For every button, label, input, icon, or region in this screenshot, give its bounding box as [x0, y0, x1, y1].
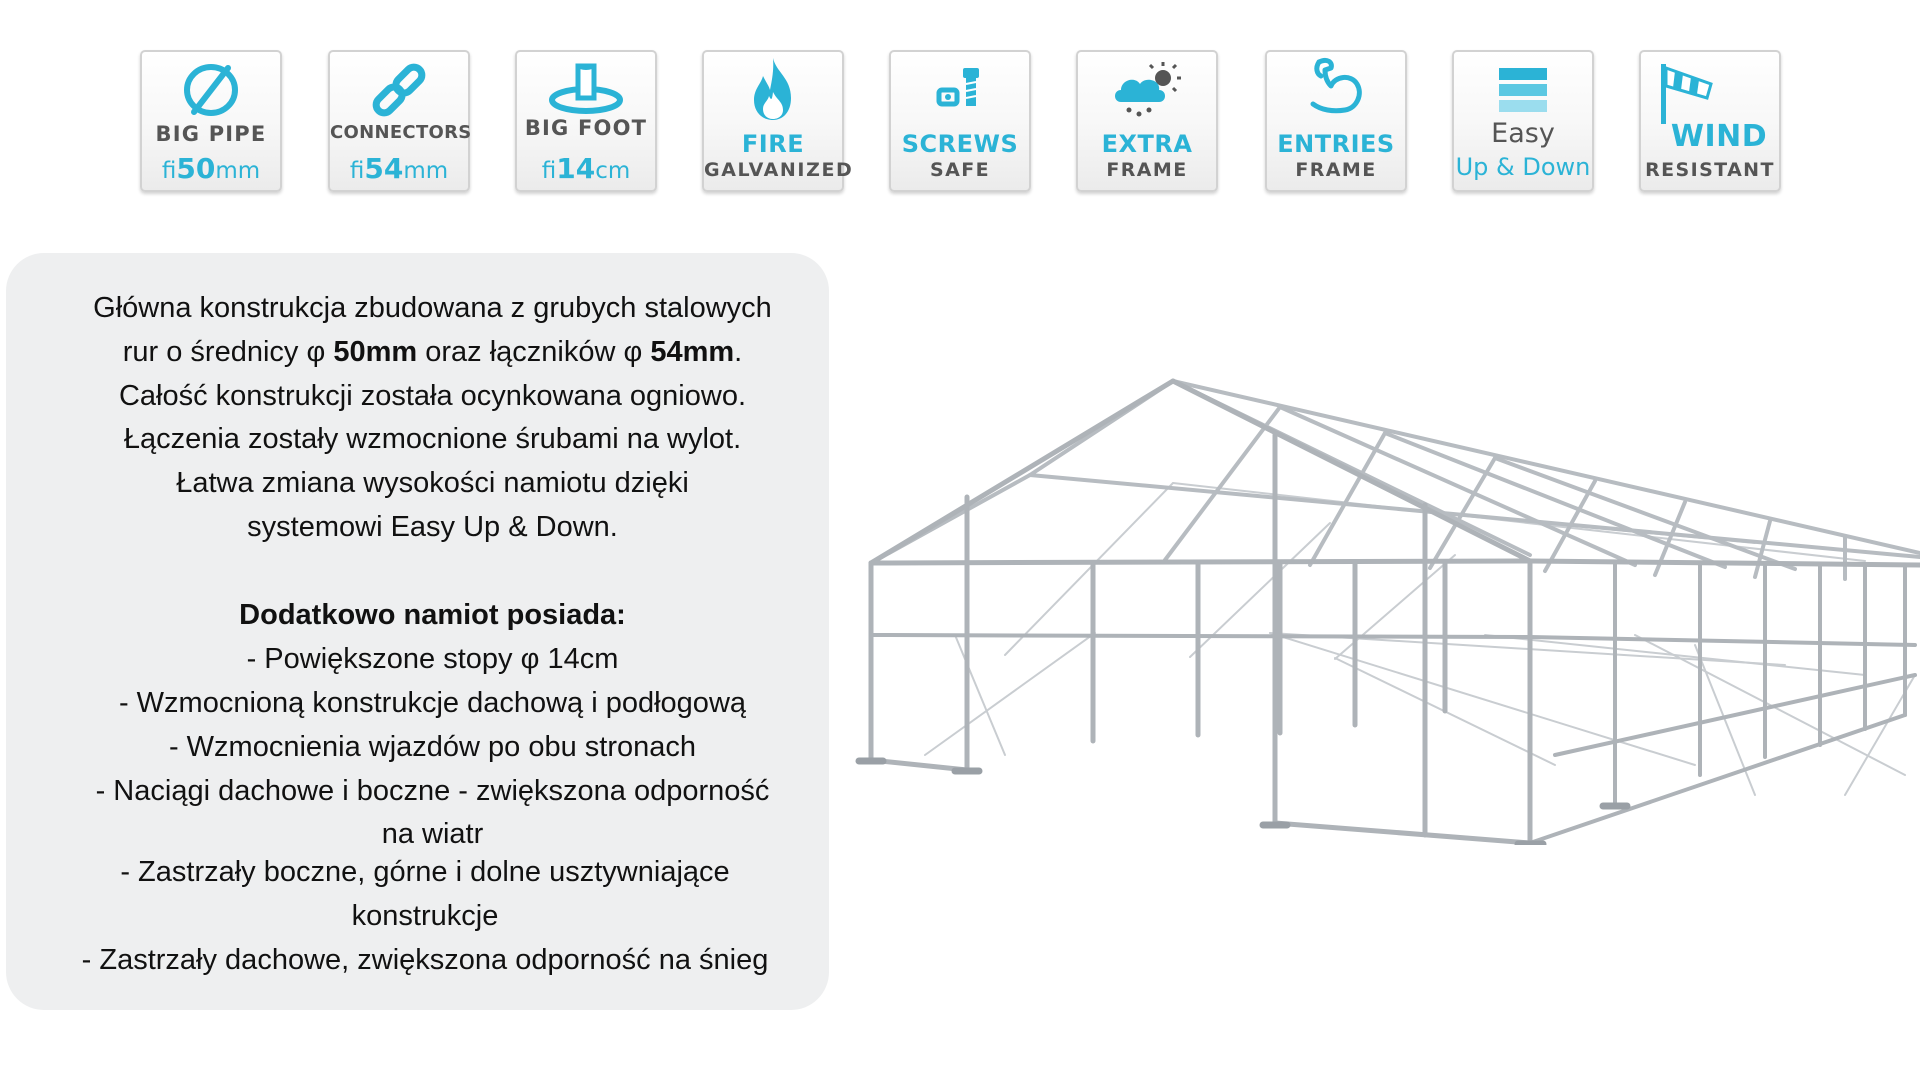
- badge-wind-line2: RESISTANT: [1645, 159, 1775, 181]
- feature-item: - Wzmocnioną konstrukcje dachową i podłogową: [118, 687, 747, 719]
- badge-screws-line1: SCREWS: [901, 130, 1019, 158]
- badge-big-pipe-line1: BIG PIPE: [155, 122, 267, 146]
- desc-line-1: Główna konstrukcja zbudowana z grubych stalowych: [93, 292, 772, 324]
- badge-fire-line2: GALVANIZED: [704, 159, 854, 181]
- tent-foot-icon: [517, 60, 655, 122]
- weather-cloud-icon: [1078, 60, 1216, 122]
- badge-big-foot-line1: BIG FOOT: [524, 116, 648, 140]
- screws-icon: [891, 60, 1029, 122]
- badge-big-foot-line2: fi14cm: [541, 152, 631, 185]
- feature-item: konstrukcje: [351, 900, 499, 932]
- description-panel: [6, 253, 829, 1010]
- features-heading: Dodatkowo namiot posiada:: [239, 599, 626, 631]
- badge-connectors-line1: CONNECTORS: [330, 122, 472, 143]
- badge-easy-up-down: [1452, 50, 1594, 192]
- badge-entries-frame-line2: FRAME: [1295, 159, 1377, 181]
- pipe-diameter-icon: [142, 60, 280, 122]
- desc-line-4: Łączenia zostały wzmocnione śrubami na wylot.: [123, 423, 742, 455]
- height-levels-icon: [1454, 60, 1592, 122]
- feature-item: - Wzmocnienia wjazdów po obu stronach: [168, 731, 697, 763]
- desc-line-3: Całość konstrukcji została ocynkowana ogniowo.: [118, 380, 747, 412]
- feature-item: - Zastrzały dachowe, zwiększona odporność na śnieg: [81, 944, 769, 976]
- feature-item: - Powiększone stopy φ 14cm: [246, 643, 619, 675]
- windsock-icon: [1641, 60, 1779, 122]
- badge-entries-frame-line1: ENTRIES: [1277, 130, 1395, 158]
- badge-big-foot: [515, 50, 657, 192]
- badge-easy-up-down-line1: Easy: [1491, 118, 1555, 149]
- badge-wind-line1: WIND: [1670, 119, 1768, 154]
- badge-big-pipe: [140, 50, 282, 192]
- badge-extra-frame: [1076, 50, 1218, 192]
- feature-item: - Naciągi dachowe i boczne - zwiększona odporność: [95, 775, 770, 807]
- badge-easy-up-down-line2: Up & Down: [1455, 153, 1591, 181]
- feature-item: na wiatr: [381, 818, 484, 850]
- badge-extra-frame-line1: EXTRA: [1101, 130, 1193, 158]
- connector-link-icon: [330, 60, 468, 122]
- badge-screws: [889, 50, 1031, 192]
- desc-line-2: rur o średnicy φ 50mm oraz łączników φ 54mm.: [122, 336, 743, 368]
- feature-item: - Zastrzały boczne, górne i dolne usztywniające: [120, 856, 730, 888]
- desc-line-5: Łatwa zmiana wysokości namiotu dzięki: [176, 467, 689, 499]
- badge-big-pipe-line2: fi50mm: [161, 152, 261, 185]
- badge-fire-line1: FIRE: [741, 130, 805, 158]
- desc-line-6: systemowi Easy Up & Down.: [247, 511, 618, 543]
- flexed-arm-icon: [1267, 60, 1405, 122]
- badge-extra-frame-line2: FRAME: [1106, 159, 1188, 181]
- badge-wind: [1639, 50, 1781, 192]
- badge-connectors: [328, 50, 470, 192]
- flame-icon: [704, 60, 842, 122]
- badge-connectors-line2: fi54mm: [349, 152, 449, 185]
- badge-fire: [702, 50, 854, 192]
- badge-entries-frame: [1265, 50, 1407, 192]
- badge-screws-line2: SAFE: [930, 159, 990, 181]
- tent-frame-illustration: [855, 375, 1920, 845]
- feature-badges: [140, 50, 1780, 192]
